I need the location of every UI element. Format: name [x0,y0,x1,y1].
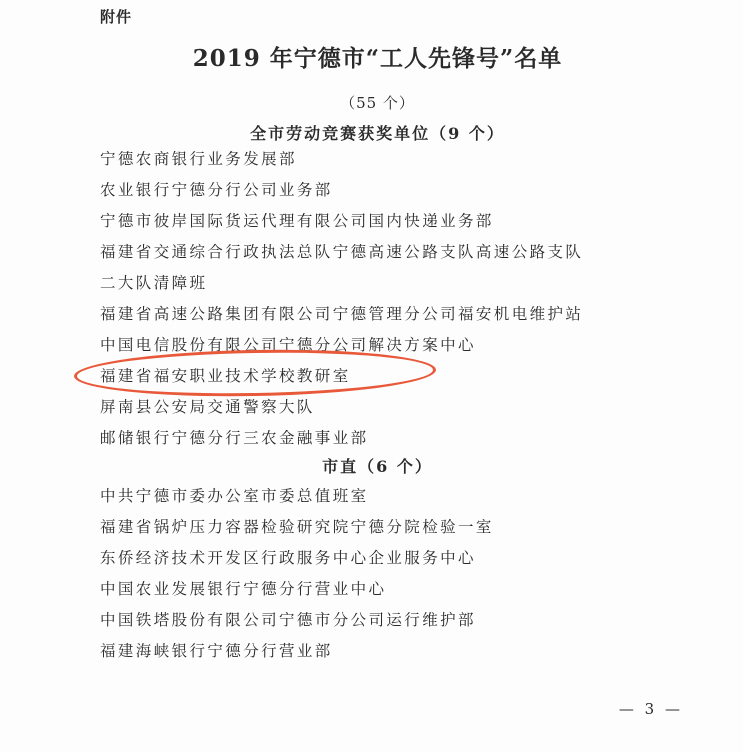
list-item-highlighted: 福建省福安职业技术学校教研室 [100,367,351,385]
list-item: 中国农业发展银行宁德分行营业中心 [100,580,387,598]
list-item: 福建海峡银行宁德分行营业部 [100,642,333,660]
total-count: （55 个） [340,94,415,112]
page-number: — 3 — [618,700,683,718]
list-item: 邮储银行宁德分行三农金融事业部 [100,429,369,447]
list-item: 福建省交通综合行政执法总队宁德高速公路支队高速公路支队 [100,243,584,261]
list-item: 屏南县公安局交通警察大队 [100,398,315,416]
list-item: 福建省锅炉压力容器检验研究院宁德分院检验一室 [100,518,494,536]
list-item: 宁德农商银行业务发展部 [100,150,297,168]
list-item: 中共宁德市委办公室市委总值班室 [100,487,369,505]
section-heading-municipal: 市直（6 个） [322,457,433,476]
competition-unit-list [100,144,700,454]
document-title: 2019 年宁德市“工人先锋号”名单 [192,45,563,72]
list-item: 二大队清障班 [100,274,208,292]
section-heading-competition: 全市劳动竞赛获奖单位（9 个） [250,124,505,143]
municipal-unit-list [100,481,700,667]
list-item: 宁德市彼岸国际货运代理有限公司国内快递业务部 [100,212,494,230]
list-item: 农业银行宁德分行公司业务部 [100,181,333,199]
list-item: 中国铁塔股份有限公司宁德市分公司运行维护部 [100,611,476,629]
list-item: 中国电信股份有限公司宁德分公司解决方案中心 [100,336,476,354]
list-item: 福建省高速公路集团有限公司宁德管理分公司福安机电维护站 [100,305,584,323]
list-item: 东侨经济技术开发区行政服务中心企业服务中心 [100,549,476,567]
attachment-label: 附件 [100,8,133,26]
